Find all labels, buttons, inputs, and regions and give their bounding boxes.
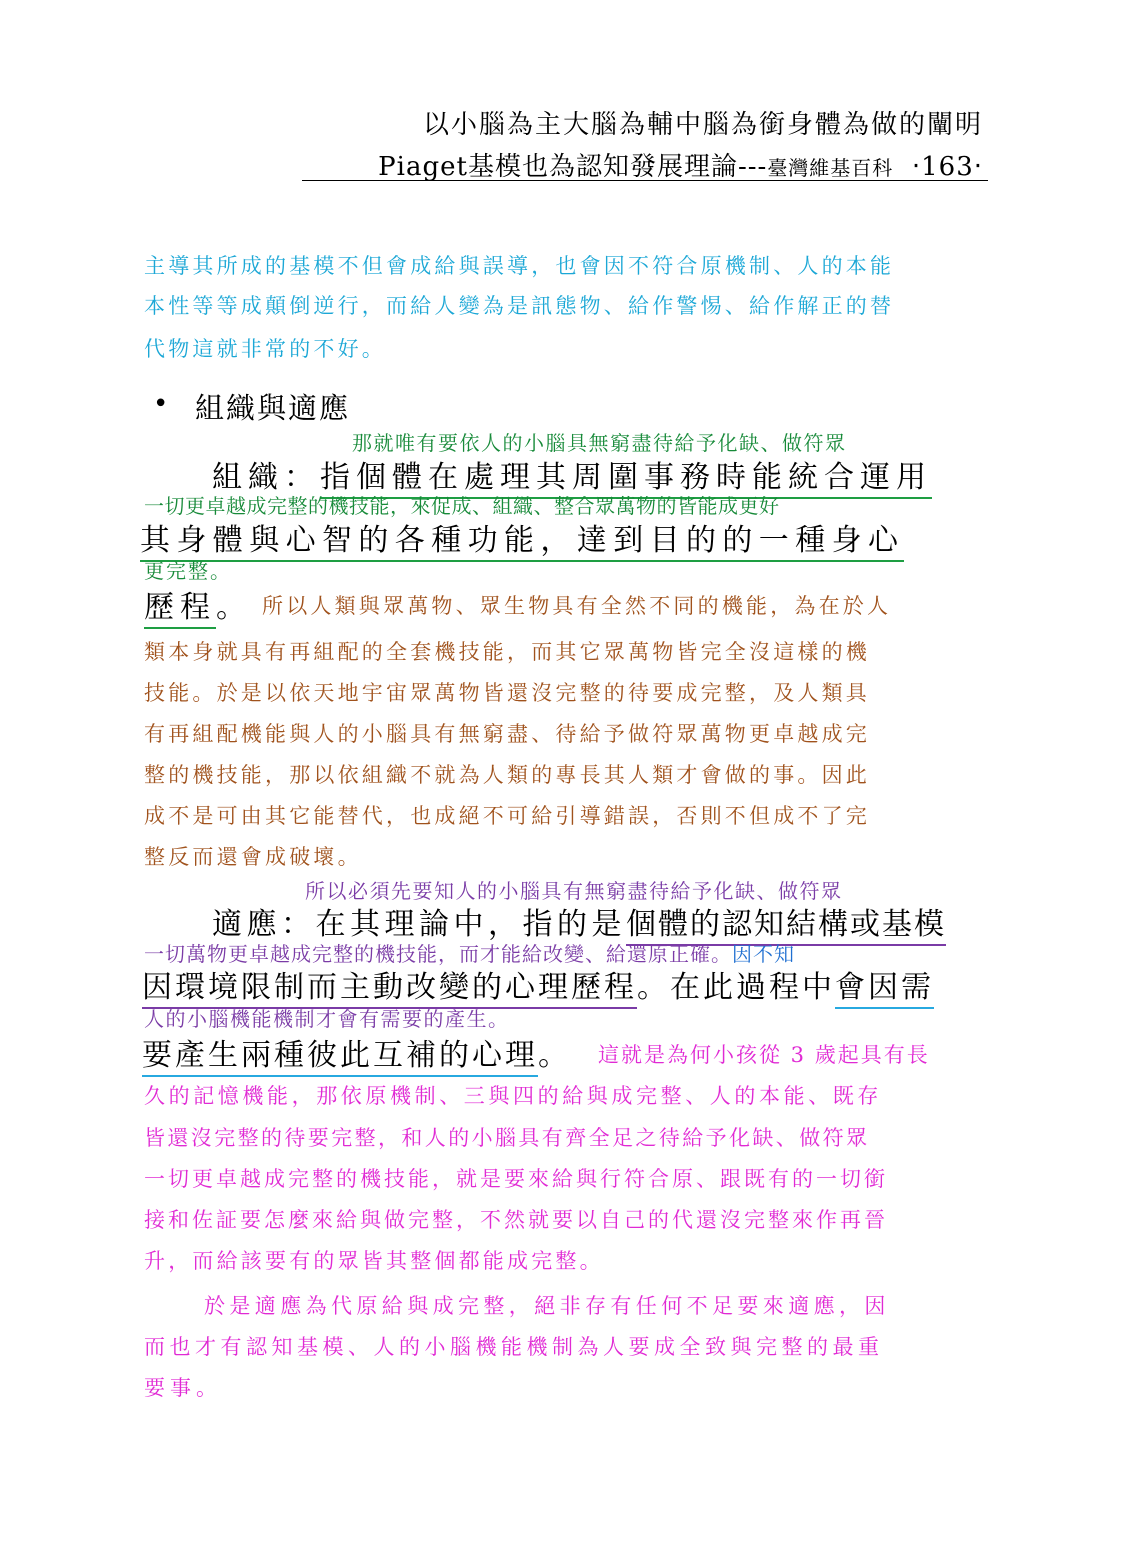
organization-definition-line-3 bbox=[144, 582, 246, 626]
organization-body-line-3: 技能。於是以依天地宇宙眾萬物皆還沒完整的待要成完整，及人類具 bbox=[144, 681, 870, 705]
adaptation-annotation-3: 人的小腦機能機制才會有需要的產生。 bbox=[144, 1007, 510, 1031]
conclusion-line-2: 而也才有認知基模、人的小腦機能機制為人要成全致與完整的最重 bbox=[144, 1335, 884, 1359]
adaptation-def-underlined-3: 要產生兩種彼此互補的心理 bbox=[142, 1038, 538, 1077]
page-number: ‧163‧ bbox=[911, 152, 983, 182]
adaptation-annotation-2b: 因不知 bbox=[732, 942, 795, 966]
organization-annotation-2: 一切更卓越成完整的機技能，來促成、組織、整合眾萬物的皆能成更好 bbox=[144, 494, 780, 518]
organization-def-underlined-1: 指個體在處理其周圍事務時能統合運用 bbox=[320, 460, 932, 499]
adaptation-annotation-2-text: 一切萬物更卓越成完整的機技能，而才能給改變、給還原正確。 bbox=[144, 942, 732, 966]
intro-line-2: 本性等等成顛倒逆行，而給人變為是訊態物、給作警惕、給作解正的替 bbox=[144, 294, 895, 318]
section-bullet: • bbox=[153, 389, 169, 419]
adaptation-mid: 。在此過程中 bbox=[637, 970, 835, 1005]
organization-def-underlined-2: 其身體與心智的各種功能，達到目的的一種身心 bbox=[140, 523, 904, 562]
organization-term: 組織： bbox=[212, 460, 320, 495]
organization-def-underlined-3: 歷程 bbox=[144, 590, 216, 629]
adaptation-body-line-1: 這就是為何小孩從 3 歲起具有長 bbox=[598, 1043, 930, 1067]
adaptation-body-line-6: 升，而給該要有的眾皆其整個都能成完整。 bbox=[144, 1249, 604, 1273]
adaptation-definition-line-2 bbox=[142, 962, 934, 1006]
adaptation-def-underlined-2b: 會因需 bbox=[835, 970, 934, 1009]
adaptation-def-underlined-2: 因環境限制而主動改變的心理歷程 bbox=[142, 970, 637, 1009]
organization-definition-line-2 bbox=[140, 515, 904, 559]
organization-body-line-5: 整的機技能，那以依組織不就為人類的專長其人類才會做的事。因此 bbox=[144, 763, 870, 787]
adaptation-body-line-5: 接和佐証要怎麼來給與做完整，不然就要以自己的代還沒完整來作再晉 bbox=[144, 1208, 888, 1232]
conclusion-line-3: 要事。 bbox=[144, 1376, 222, 1400]
header-main-text: Piaget基模也為認知發展理論--- bbox=[378, 152, 768, 182]
conclusion-line-1: 於是適應為代原給與成完整，絕非存有任何不足要來適應，因 bbox=[204, 1294, 890, 1318]
adaptation-body-line-3: 皆還沒完整的待要完整，和人的小腦具有齊全足之待給予化缺、做符眾 bbox=[144, 1126, 870, 1150]
adaptation-definition-line-3 bbox=[142, 1030, 568, 1074]
running-header-subtitle bbox=[378, 146, 983, 183]
intro-line-1: 主導其所成的基模不但會成給與誤導，也會因不符合原機制、人的本能 bbox=[144, 254, 895, 278]
header-rule bbox=[302, 180, 988, 181]
organization-period: 。 bbox=[216, 590, 246, 625]
intro-line-3: 代物這就非常的不好。 bbox=[144, 337, 386, 361]
adaptation-definition-line-1 bbox=[212, 899, 946, 943]
organization-annotation-1: 那就唯有要依人的小腦具無窮盡待給予化缺、做符眾 bbox=[352, 431, 847, 455]
organization-body-line-1: 所以人類與眾萬物、眾生物具有全然不同的機能，為在於人 bbox=[262, 594, 892, 618]
running-header-title: 以小腦為主大腦為輔中腦為銜身體為做的闡明 bbox=[422, 110, 983, 140]
section-heading: 組織與適應 bbox=[195, 391, 351, 425]
header-source: 臺灣維基百科 bbox=[767, 156, 894, 180]
organization-body-line-7: 整反而還會成破壞。 bbox=[144, 845, 362, 869]
adaptation-annotation-1: 所以必須先要知人的小腦具有無窮盡待給予化缺、做符眾 bbox=[305, 879, 843, 903]
organization-body-line-6: 成不是可由其它能替代，也成絕不可給引導錯誤，否則不但成不了完 bbox=[144, 804, 870, 828]
adaptation-term: 適應：在其理論中，指的是 bbox=[212, 907, 626, 942]
organization-body-line-4: 有再組配機能與人的小腦具有無窮盡、待給予做符眾萬物更卓越成完 bbox=[144, 722, 870, 746]
adaptation-period: 。 bbox=[538, 1038, 568, 1073]
adaptation-def-underlined-1: 個體的認知結構或基模 bbox=[626, 907, 946, 946]
organization-annotation-3: 更完整。 bbox=[144, 559, 232, 583]
adaptation-body-line-2: 久的記憶機能，那依原機制、三與四的給與成完整、人的本能、既存 bbox=[144, 1084, 882, 1108]
adaptation-body-line-4: 一切更卓越成完整的機技能，就是要來給與行符合原、跟既有的一切銜 bbox=[144, 1167, 888, 1191]
organization-body-line-2: 類本身就具有再組配的全套機技能，而其它眾萬物皆完全沒這樣的機 bbox=[144, 640, 870, 664]
